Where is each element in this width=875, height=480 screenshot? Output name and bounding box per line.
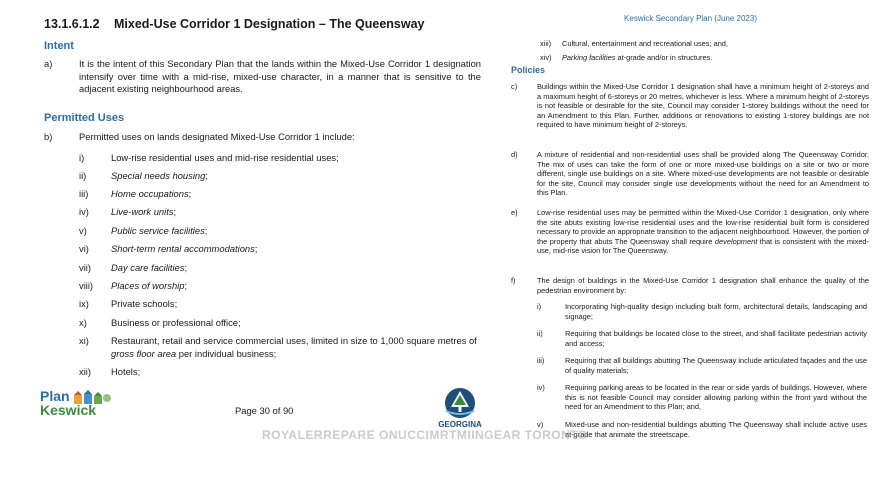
plan-keswick-logo xyxy=(40,388,120,420)
georgina-text: GEORGINA xyxy=(438,420,482,429)
right-page xyxy=(505,0,875,480)
list-item-text: Short-term rental accommodations; xyxy=(111,243,258,254)
policy-label: d) xyxy=(511,150,518,159)
policy-text: Buildings within the Mixed-Use Corridor 1 designation shall have a minimum height of 2-storeys and a maximum height of 6-storeys or 20 metres, whichever is less. Where a minimum height of 2-storeys is not feasible or desirable for the site, Council may consider 1-storey buildings without the need for an Amendment to this Plan. Further, additions or renovations to existing 1-storey buildings are not required to have minimum height of 2-storeys. xyxy=(537,82,869,130)
list-item-text: Home occupations; xyxy=(111,188,192,199)
policy-text: The design of buildings in the Mixed-Use Corridor 1 designation shall enhance the quality of the pedestrian environment by: xyxy=(537,276,869,295)
subitem-text: Mixed-use and non-residential buildings abutting The Queensway shall include active uses at-grade that animate the streetscape. xyxy=(565,420,867,439)
subitem-text: Requiring parking areas to be located in the rear or side yards of buildings. However, where this is not feasible Council may consider allowing parking within the front yard without the need for an Amendment to this Plan; and, xyxy=(565,383,867,412)
list-item-text: Private schools; xyxy=(111,298,178,309)
logo-keswick-text: Keswick xyxy=(40,402,97,418)
permitted-text: Permitted uses on lands designated Mixed-Use Corridor 1 include: xyxy=(79,131,355,142)
list-item-label: ii) xyxy=(79,170,87,181)
subitem-text: Requiring that all buildings abutting The Queensway include articulated façades and the use of quality materials; xyxy=(565,356,867,375)
intent-label: a) xyxy=(44,58,53,69)
section-number: 13.1.6.1.2 xyxy=(44,17,100,31)
policy-text: A mixture of residential and non-residential uses shall be provided along The Queensway Corridor. The mix of uses can take the form of one or more mixed-use buildings on a site or two or more different, single use buildings on a site. Where mixed-use developments are not feasible or desirable for the site, Council may consider single use developments without the need for an Amendment to this Plan. xyxy=(537,150,869,198)
list-item-label: xii) xyxy=(79,366,91,377)
list-item-label: ix) xyxy=(79,298,89,309)
subitem-label: v) xyxy=(537,420,544,429)
permitted-uses-heading: Permitted Uses xyxy=(44,112,125,124)
list-item-label: xiii) xyxy=(540,39,552,48)
list-item-text: Low-rise residential uses and mid-rise residential uses; xyxy=(111,152,339,163)
list-item-text: Live-work units; xyxy=(111,206,177,217)
section-title: Mixed-Use Corridor 1 Designation – The Queensway xyxy=(114,17,425,31)
list-item-text: Parking facilities at-grade and/or in structures. xyxy=(562,53,713,62)
list-item-label: viii) xyxy=(79,280,94,291)
subitem-label: iii) xyxy=(537,356,545,365)
page-number: Page 30 of 90 xyxy=(235,405,294,416)
list-item-label: v) xyxy=(79,225,87,236)
list-item-label: vii) xyxy=(79,262,91,273)
subitem-label: ii) xyxy=(537,329,543,338)
intent-heading: Intent xyxy=(44,40,74,52)
list-item-text: Hotels; xyxy=(111,366,141,377)
policy-label: c) xyxy=(511,82,518,91)
logo-plan-text: Plan xyxy=(40,388,70,404)
subitem-text: Requiring that buildings be located close to the street, and shall facilitate pedestrian activity and access; xyxy=(565,329,867,348)
list-item-label: xi) xyxy=(79,335,89,346)
georgina-logo xyxy=(430,387,490,433)
policy-text: Low-rise residential uses may be permitted within the Mixed-Use Corridor 1 designation, only where the site abuts existing low-rise residential uses and the low-rise residential built form is considered necessary to provide an appropriate transition to the adjacent neighbourhood. However, the portion of the property that abuts The Queensway shall require development that is consistent with the mixed-use, mid-rise vision for The Queensway. xyxy=(537,208,869,256)
policy-label: f) xyxy=(511,276,516,285)
document-header: Keswick Secondary Plan (June 2023) xyxy=(624,14,757,23)
list-item-text: Places of worship; xyxy=(111,280,188,291)
section-heading xyxy=(44,17,425,31)
subitem-label: i) xyxy=(537,302,542,311)
policy-label: e) xyxy=(511,208,518,217)
subitem-label: iv) xyxy=(537,383,545,392)
list-item-label: iv) xyxy=(79,206,89,217)
permitted-label: b) xyxy=(44,131,53,142)
list-item-label: xiv) xyxy=(540,53,552,62)
subitem-text: Incorporating high-quality design including built form, architectural details, landscaping and signage; xyxy=(565,302,867,321)
list-item-label: iii) xyxy=(79,188,89,199)
policies-heading: Policies xyxy=(511,65,546,75)
list-item-text: Special needs housing; xyxy=(111,170,208,181)
georgina-emblem-icon xyxy=(430,387,490,421)
list-item-text: Day care facilities; xyxy=(111,262,188,273)
list-item-text: Cultural, entertainment and recreational uses; and, xyxy=(562,39,728,48)
list-item-text: Business or professional office; xyxy=(111,317,241,328)
list-item-text: Public service facilities; xyxy=(111,225,208,236)
list-item-label: i) xyxy=(79,152,85,163)
intent-text: It is the intent of this Secondary Plan that the lands within the Mixed-Use Corridor 1 designation intensify over time with a mid-rise, mixed-use character, in a manner that is sensitive to the adjacent existing neighbourhood areas. xyxy=(79,58,481,94)
list-item-label: vi) xyxy=(79,243,89,254)
list-item-text: Restaurant, retail and service commercial uses, limited in size to 1,000 square metres of gross floor area per individual business; xyxy=(111,335,477,359)
overlay-caption: ROYALERREPARE ONUCCIMRTMIINGEAR TORONTO xyxy=(262,428,588,442)
list-item-label: x) xyxy=(79,317,87,328)
